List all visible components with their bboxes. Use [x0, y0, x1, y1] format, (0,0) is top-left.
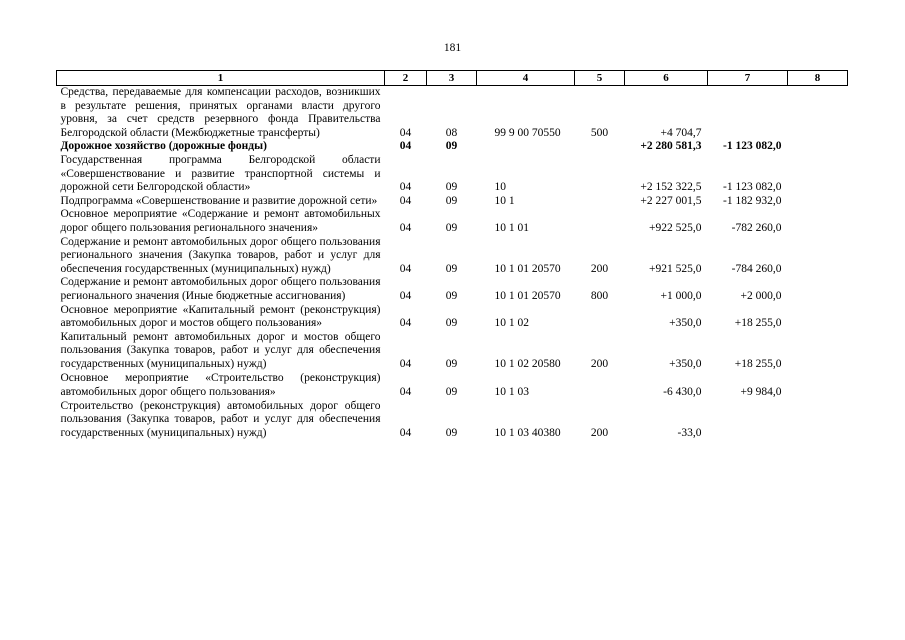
row-name: Дорожное хозяйство (дорожные фонды) — [60, 140, 267, 153]
row-subsection: 09 — [445, 357, 458, 370]
row-amount-col8 — [788, 86, 848, 141]
column-header-5: 5 — [575, 71, 625, 86]
row-amount-col6: +2 227 001,5 — [640, 194, 702, 207]
row-section: 04 — [399, 357, 412, 370]
row-name: Содержание и ремонт автомобильных дорог общего пользования регионального значения (Иные бюджетные ассигнования) — [60, 276, 381, 302]
row-section: 04 — [399, 221, 412, 234]
row-section: 04 — [399, 140, 412, 153]
row-target-article: 10 1 01 — [494, 221, 529, 234]
row-expense-type — [575, 371, 625, 399]
row-expense-type — [575, 195, 625, 209]
row-subsection: 09 — [445, 317, 458, 330]
row-target-article: 10 1 03 — [494, 386, 529, 399]
row-amount-col7: +18 255,0 — [734, 317, 782, 330]
row-expense-type — [575, 154, 625, 195]
row-section: 04 — [399, 126, 412, 139]
page-number: 181 — [443, 42, 462, 54]
table-row — [57, 195, 848, 209]
row-amount-col6: +1 000,0 — [660, 289, 702, 302]
row-amount-col8 — [788, 400, 848, 441]
row-subsection: 09 — [445, 221, 458, 234]
row-amount-col8 — [788, 304, 848, 331]
row-expense-type — [575, 304, 625, 331]
table-row — [57, 276, 848, 303]
row-name: Содержание и ремонт автомобильных дорог общего пользования регионального значения (Закупка товаров, работ и услуг для обеспечения государственных (муниципальных) нужд) — [60, 235, 381, 275]
row-name: Капитальный ремонт автомобильных дорог и мостов общего пользования (Закупка товаров, работ и услуг для обеспечения государственных (муниципальных) нужд) — [60, 330, 381, 370]
row-target-article: 10 1 03 40380 — [494, 426, 561, 439]
row-amount-col7 — [708, 86, 788, 141]
table-row — [57, 371, 848, 399]
column-header-8: 8 — [788, 71, 848, 86]
column-header-7: 7 — [708, 71, 788, 86]
row-amount-col6: +2 280 581,3 — [640, 140, 702, 153]
table-row — [57, 304, 848, 331]
row-amount-col8 — [788, 331, 848, 372]
row-section: 04 — [399, 317, 412, 330]
row-amount-col7: -784 260,0 — [731, 262, 782, 275]
row-amount-col7 — [708, 400, 788, 441]
row-amount-col8 — [788, 276, 848, 303]
row-section: 04 — [399, 426, 412, 439]
row-amount-col8 — [788, 371, 848, 399]
row-subsection: 09 — [445, 289, 458, 302]
row-amount-col7: -1 123 082,0 — [723, 181, 782, 194]
row-target-article: 10 — [494, 181, 506, 194]
table-row — [57, 208, 848, 235]
row-name: Основное мероприятие «Капитальный ремонт (реконструкция) автомобильных дорог и мостов общего пользования» — [60, 303, 381, 330]
row-subsection: 09 — [445, 194, 458, 207]
row-subsection: 09 — [445, 181, 458, 194]
row-amount-col7: -1 182 932,0 — [723, 194, 782, 207]
row-expense-type: 200 — [590, 262, 609, 275]
row-section: 04 — [399, 262, 412, 275]
row-section: 04 — [399, 289, 412, 302]
row-name: Государственная программа Белгородской области «Совершенствование и развитие транспортной системы и дорожной сети Белгородской области» — [60, 153, 381, 194]
row-expense-type: 200 — [590, 357, 609, 370]
row-target-article: 10 1 01 20570 — [494, 289, 561, 302]
row-amount-col8 — [788, 208, 848, 235]
row-name: Основное мероприятие «Содержание и ремонт автомобильных дорог общего пользования регионального значения» — [60, 208, 381, 234]
row-section: 04 — [399, 194, 412, 207]
row-section: 04 — [399, 181, 412, 194]
row-amount-col6: +350,0 — [669, 317, 702, 330]
column-header-1: 1 — [57, 71, 385, 86]
column-header-4: 4 — [477, 71, 575, 86]
row-name: Подпрограмма «Совершенствование и развитие дорожной сети» — [60, 194, 378, 207]
row-amount-col6: +922 525,0 — [649, 221, 702, 234]
table-row — [57, 154, 848, 195]
row-name: Строительство (реконструкция) автомобильных дорог общего пользования (Закупка товаров, работ и услуг для обеспечения государственных (муниципальных) нужд) — [60, 399, 381, 439]
row-amount-col7: +9 984,0 — [740, 386, 782, 399]
row-name: Средства, передаваемые для компенсации расходов, возникших в результате решения, принятых органами власти другого уровня, за счет средств резервного фонда Правительства Белгородской области (Межбюджетные трансферты) — [60, 86, 381, 139]
row-amount-col8 — [788, 236, 848, 277]
table-row — [57, 86, 848, 141]
table-header-row — [57, 71, 848, 86]
row-amount-col6: +4 704,7 — [660, 126, 702, 139]
table-row — [57, 236, 848, 277]
row-expense-type: 500 — [590, 126, 609, 139]
row-subsection: 09 — [445, 386, 458, 399]
row-amount-col6: -6 430,0 — [663, 386, 702, 399]
row-amount-col7: -782 260,0 — [731, 221, 782, 234]
row-expense-type — [575, 140, 625, 154]
row-amount-col6: +2 152 322,5 — [640, 181, 702, 194]
row-target-article: 10 1 — [494, 194, 515, 207]
table-row — [57, 400, 848, 441]
budget-table — [56, 70, 848, 440]
row-target-article: 10 1 02 20580 — [494, 357, 561, 370]
row-amount-col6: +921 525,0 — [649, 262, 702, 275]
column-header-3: 3 — [427, 71, 477, 86]
row-amount-col6: +350,0 — [669, 357, 702, 370]
row-subsection: 09 — [445, 262, 458, 275]
row-amount-col8 — [788, 195, 848, 209]
row-amount-col8 — [788, 140, 848, 154]
row-subsection: 09 — [445, 426, 458, 439]
table-row — [57, 140, 848, 154]
row-amount-col7: -1 123 082,0 — [723, 140, 782, 153]
column-header-6: 6 — [625, 71, 708, 86]
row-name: Основное мероприятие «Строительство (реконструкция) автомобильных дорог общего пользования» — [60, 372, 381, 399]
row-subsection: 09 — [445, 140, 458, 153]
row-expense-type: 200 — [590, 426, 609, 439]
row-target-article: 99 9 00 70550 — [494, 126, 561, 139]
column-header-2: 2 — [385, 71, 427, 86]
row-amount-col7: +18 255,0 — [734, 357, 782, 370]
row-expense-type — [575, 208, 625, 235]
row-amount-col6: -33,0 — [677, 426, 702, 439]
row-target-article — [477, 140, 575, 154]
row-amount-col8 — [788, 154, 848, 195]
table-row — [57, 331, 848, 372]
row-section: 04 — [399, 386, 412, 399]
row-expense-type: 800 — [590, 289, 609, 302]
row-target-article: 10 1 01 20570 — [494, 262, 561, 275]
row-subsection: 08 — [445, 126, 458, 139]
row-target-article: 10 1 02 — [494, 317, 529, 330]
row-amount-col7: +2 000,0 — [740, 289, 782, 302]
